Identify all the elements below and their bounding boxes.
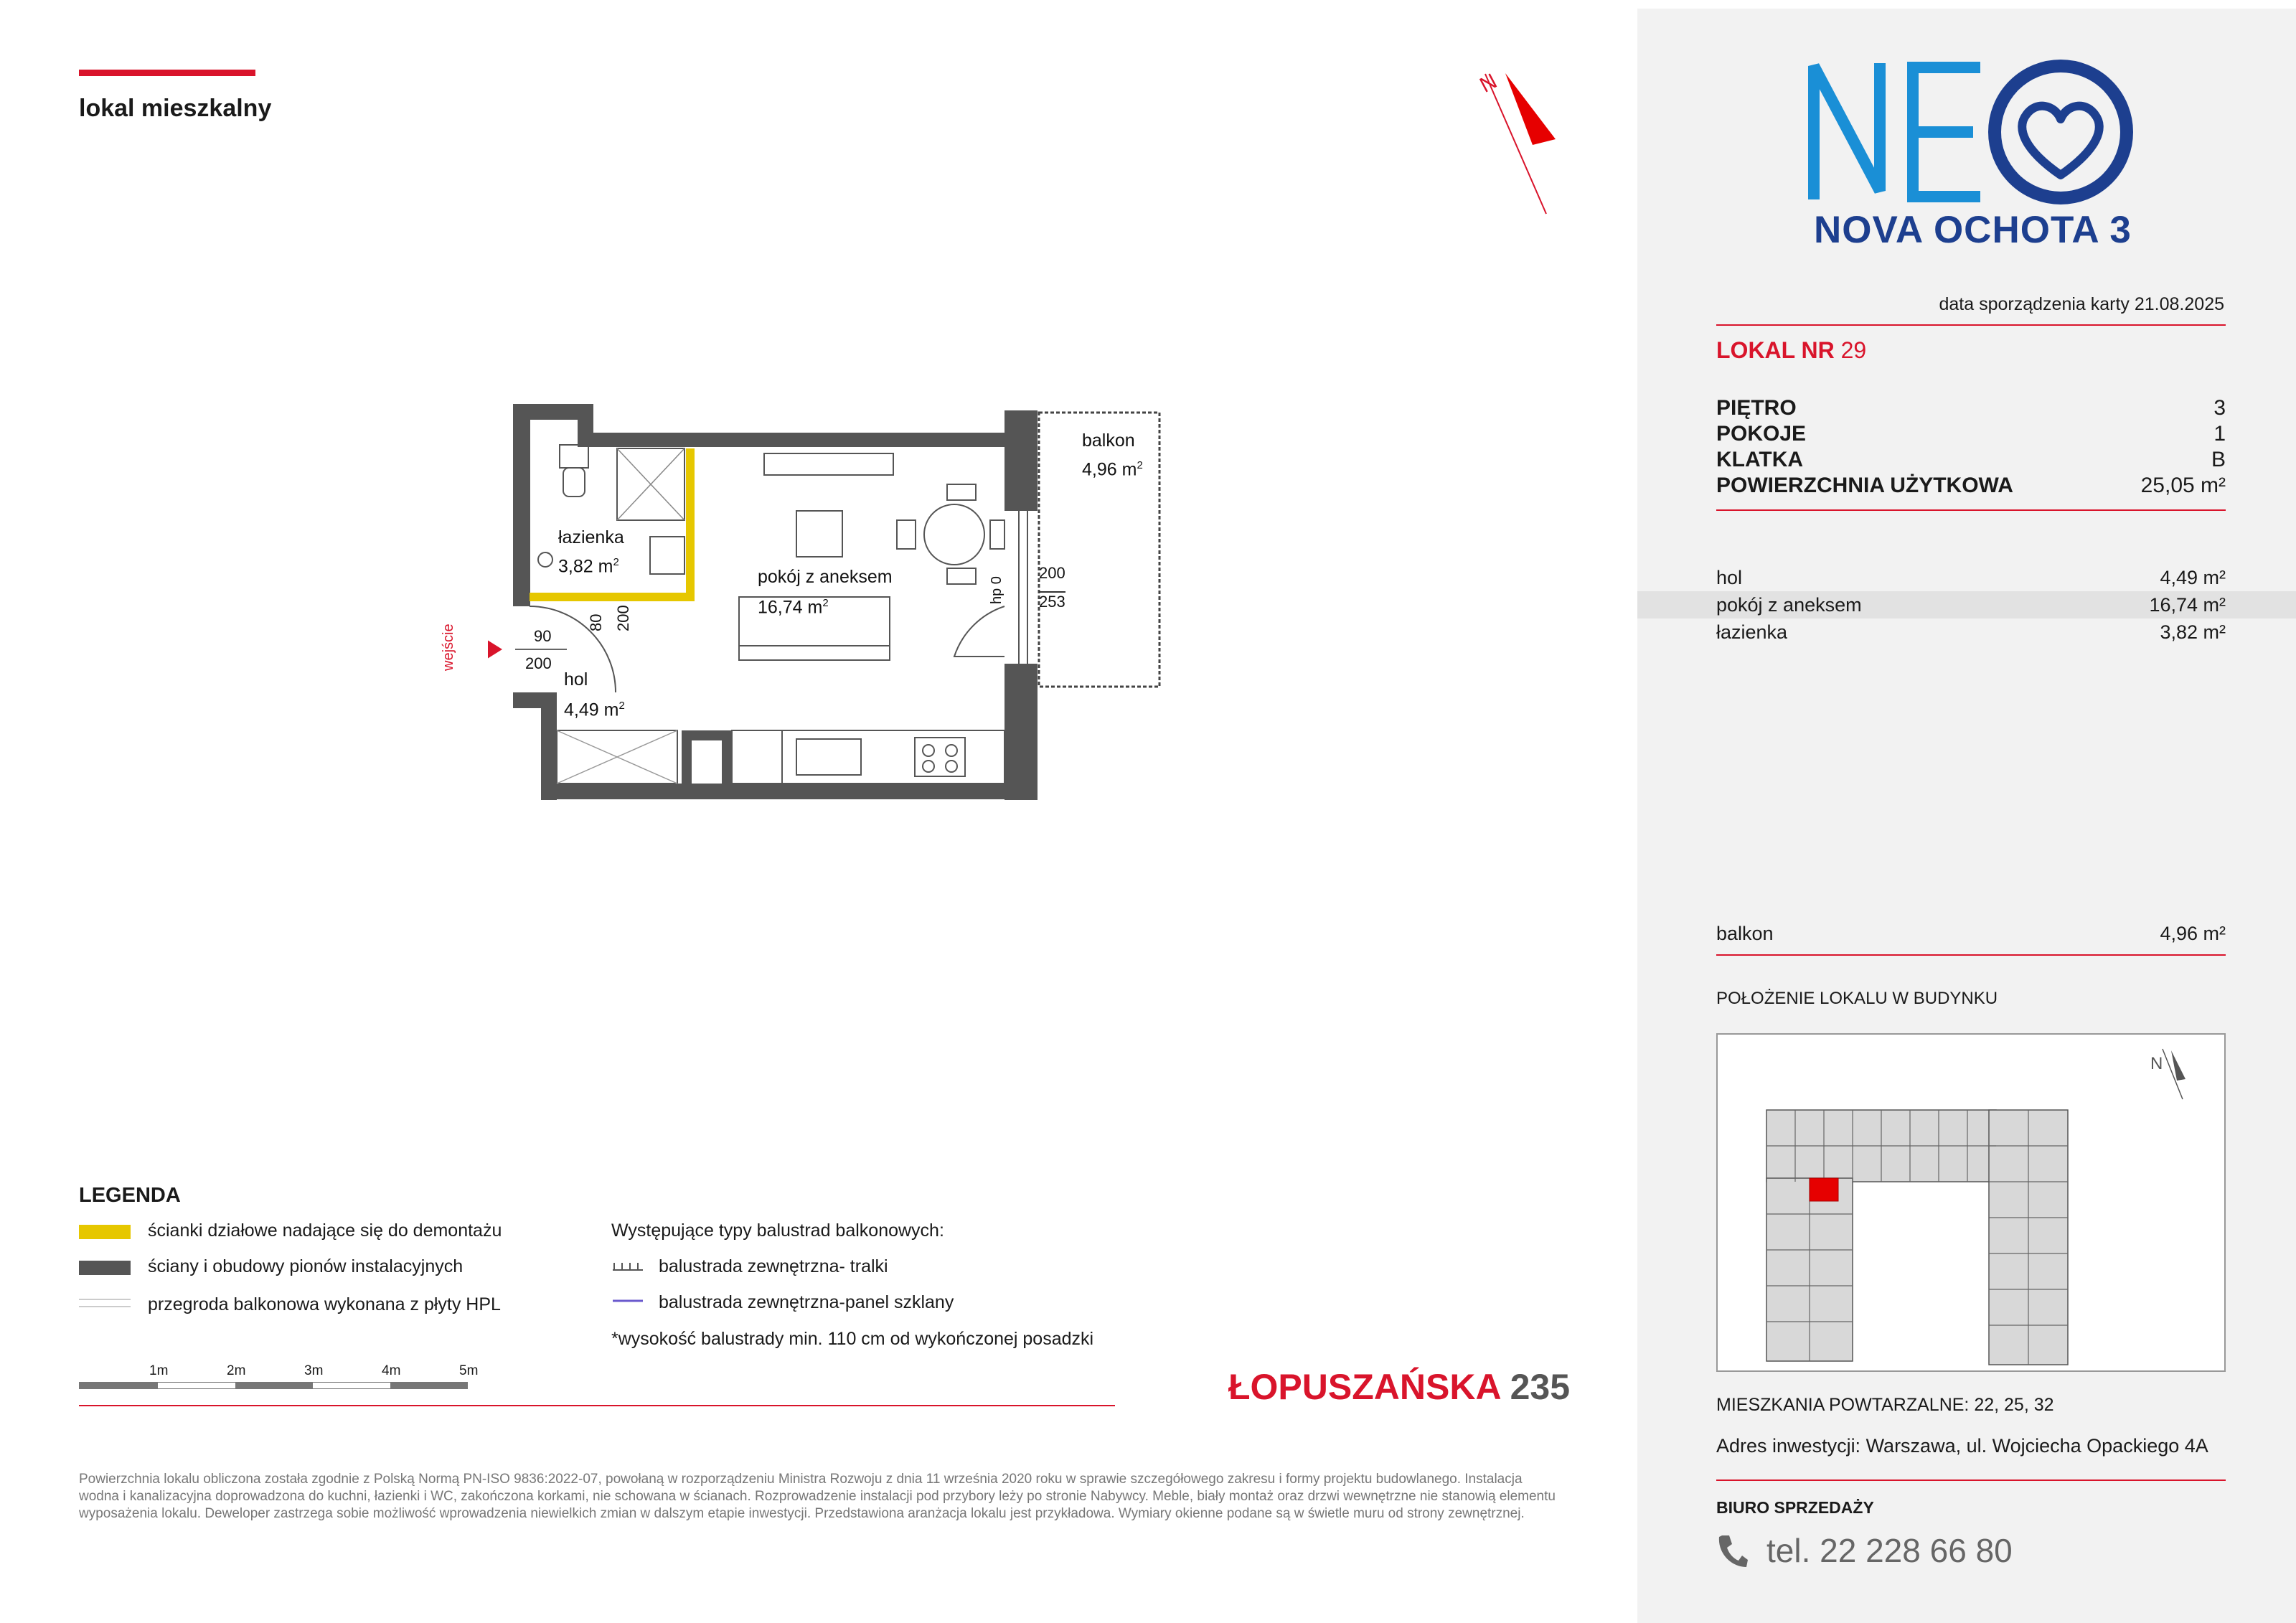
demountable-wall-v	[686, 448, 695, 601]
legend-swatch-grey	[79, 1261, 131, 1275]
room-row-lazienka: łazienka 3,82 m²	[1716, 621, 2226, 643]
window-height-dim: 253	[1039, 593, 1065, 611]
unit-position-marker	[1810, 1178, 1838, 1201]
phone-icon	[1716, 1533, 1748, 1568]
floor-plan	[488, 387, 1177, 818]
legend-title: LEGENDA	[79, 1184, 181, 1207]
wall-left-lower	[541, 692, 557, 800]
hall-label: hol	[564, 669, 588, 690]
wall-top	[578, 433, 1015, 447]
balcony-label: balkon	[1082, 431, 1135, 451]
legend-swatch-hpl	[79, 1299, 131, 1307]
window-sill-dim: hp 0	[989, 576, 1004, 604]
room-label: pokój z aneksem	[758, 567, 893, 587]
balustrade-note: *wysokość balustrady min. 110 cm od wykończonej posadzki	[611, 1329, 1094, 1349]
unit-type-label: lokal mieszkalny	[79, 95, 272, 122]
legend-item-demountable: ścianki działowe nadające się do demontażu	[148, 1220, 502, 1241]
north-label: N	[1476, 69, 1501, 98]
demountable-wall-h	[530, 593, 695, 601]
balcony-outline	[1039, 413, 1159, 687]
map-north-label: N	[2150, 1054, 2163, 1073]
summary-rooms: POKOJE 1	[1716, 422, 2226, 446]
scale-1m: 1m	[149, 1363, 169, 1378]
balustrade-glass-label: balustrada zewnętrzna-panel szklany	[659, 1292, 954, 1312]
hall-area-label: 4,49 $m^2$	[564, 700, 625, 720]
legal-disclaimer: Powierzchnia lokalu obliczona została zgodnie z Polską Normą PN-ISO 9836:2022-07, powołaną w rozporządzeniu Ministra Rozwoju z dnia 11 września 2020 roku w sprawie szczegółowego zakresu i formy projektu budowlanego. Instalacja wodna i kanalizacyjna doprowadzona do kuchni, łazienki i WC, zakończona korkami, nie schowana w ścianach. Rozprowadzenie instalacji pod przybory leży po stronie Nabywcy. Meble, biały montaż oraz drzwi wewnętrzne nie stanowią elementu wyposażenia lokalu. Deweloper zastrzega sobie możliwość wprowadzenia niewielkich zmian w dalszym etapie inwestycji. Przedstawiona aranżacja lokalu jest przykładowa. Wymiary okienne podane są w świetle muru od strony zewnętrznej.	[79, 1472, 1556, 1521]
scale-seg-2	[158, 1382, 235, 1389]
bathroom-label: łazienka	[558, 527, 624, 547]
footer-red-rule	[79, 1405, 1115, 1406]
brand-subtitle: NOVA OCHOTA 3	[1814, 209, 2132, 251]
sales-phone[interactable]: tel. 22 228 66 80	[1766, 1532, 2013, 1569]
summary-floor: PIĘTRO 3	[1716, 396, 2226, 420]
dim-80: 80	[587, 613, 605, 631]
scale-5m: 5m	[459, 1363, 479, 1378]
entrance-label: wejście	[441, 624, 456, 671]
repeated-units: MIESZKANIA POWTARZALNE: 22, 25, 32	[1716, 1395, 2054, 1415]
wall-bottom	[541, 784, 1038, 799]
scale-3m: 3m	[304, 1363, 324, 1378]
investment-address: Adres inwestycji: Warszawa, ul. Wojciecha Opackiego 4A	[1716, 1435, 2208, 1457]
legend-swatch-yellow	[79, 1225, 131, 1239]
balcony-row: balkon 4,96 m²	[1716, 923, 2226, 944]
header-accent-bar	[79, 70, 255, 76]
entrance-arrow-icon	[488, 631, 502, 667]
unit-number: LOKAL NR 29	[1716, 337, 1867, 363]
address-rule	[1716, 1479, 2226, 1481]
balustrade-title: Występujące typy balustrad balkonowych:	[611, 1220, 944, 1241]
date-rule	[1716, 324, 2226, 326]
door-width-dim: 90	[534, 627, 552, 645]
room-row-pokoj: pokój z aneksem 16,74 m²	[1716, 594, 2226, 616]
balcony-rule	[1716, 954, 2226, 956]
room-area-label: 16,74 $m^2$	[758, 597, 829, 618]
building-location-map	[1716, 1033, 2226, 1372]
legend-item-walls: ściany i obudowy pionów instalacyjnych	[148, 1256, 464, 1276]
dim-200-vertical: 200	[614, 605, 632, 631]
scale-seg-1	[79, 1382, 158, 1389]
room-row-hol: hol 4,49 m²	[1716, 567, 2226, 588]
sales-title: BIURO SPRZEDAŻY	[1716, 1498, 1874, 1517]
scale-seg-5	[390, 1382, 468, 1389]
scale-2m: 2m	[227, 1363, 246, 1378]
legend-item-hpl: przegroda balkonowa wykonana z płyty HPL	[148, 1294, 501, 1314]
wall-right-upper	[1004, 410, 1038, 511]
summary-rule	[1716, 509, 2226, 511]
scale-seg-4	[313, 1382, 390, 1389]
balustrade-tralki-label: balustrada zewnętrzna- tralki	[659, 1256, 888, 1276]
street-name: ŁOPUSZAŃSKA 235	[1228, 1367, 1571, 1407]
door-height-dim: 200	[525, 654, 552, 672]
wall-left-top	[513, 404, 530, 606]
balustrade-tralki-icon	[611, 1261, 644, 1271]
scale-seg-3	[235, 1382, 313, 1389]
wall-right-lower	[1004, 664, 1038, 800]
bathroom-area-label: 3,82 $m^2$	[558, 556, 619, 577]
scale-4m: 4m	[382, 1363, 401, 1378]
location-title: POŁOŻENIE LOKALU W BUDYNKU	[1716, 989, 1998, 1008]
balcony-area-label: 4,96 $m^2$	[1082, 459, 1143, 480]
window-width-dim: 200	[1039, 564, 1065, 582]
neo-logo-icon	[1808, 56, 2152, 208]
summary-staircase: KLATKA B	[1716, 448, 2226, 471]
balustrade-glass-icon	[611, 1297, 644, 1304]
summary-usable-area: POWIERZCHNIA UŻYTKOWA 25,05 m²	[1716, 474, 2226, 497]
card-date: data sporządzenia karty 21.08.2025	[1939, 294, 2224, 314]
north-arrow-icon	[1471, 63, 1564, 217]
